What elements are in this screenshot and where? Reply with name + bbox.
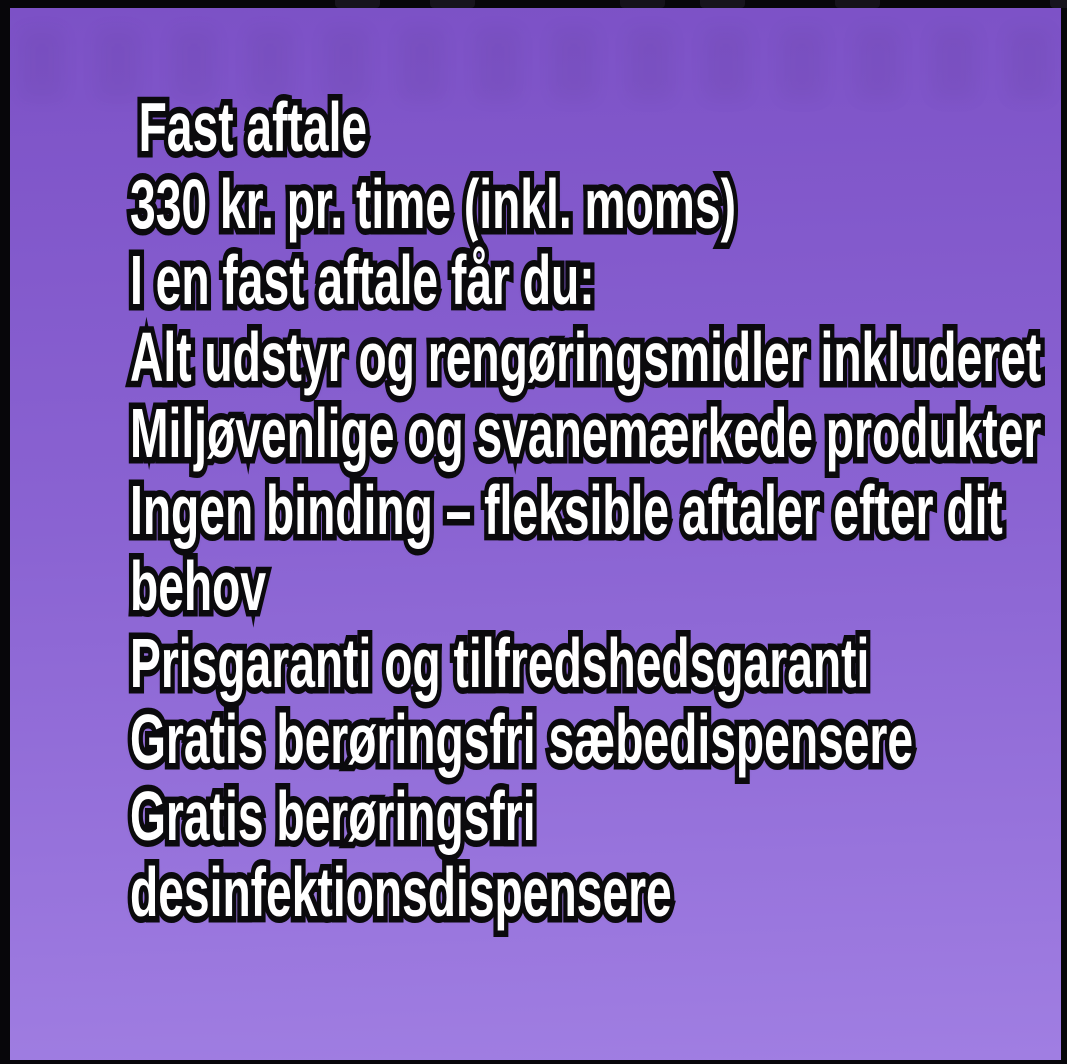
caption-line-eco-products: Miljøvenlige og svanemærkede produkter Miljøvenlige og svanemærkede produkter [130, 395, 1061, 472]
caption-line-disinfection-1: Gratis berøringsfri Gratis berøringsfri [130, 778, 1061, 855]
caption-line-no-binding-wrap: behov behov [130, 548, 1061, 625]
caption-line-disinfection-2: desinfektionsdispensere desinfektionsdispensere [130, 854, 1061, 931]
caption-line-title: Fast aftale Fast aftale [130, 89, 1061, 166]
caption-line-equipment: Alt udstyr og rengøringsmidler inkluderet Alt udstyr og rengøringsmidler inkluderet [130, 319, 1061, 396]
caption-line-price: 330 kr. pr. time (inkl. moms) 330 kr. pr. time (inkl. moms) [130, 166, 1061, 243]
top-edge-glyph-fragments [335, 0, 380, 8]
purple-gradient-background [10, 8, 1061, 1060]
caption-text-block [130, 89, 1061, 931]
caption-line-no-binding: Ingen binding – fleksible aftaler efter dit Ingen binding – fleksible aftaler efter dit [130, 472, 1061, 549]
caption-line-soap-dispensers: Gratis berøringsfri sæbedispensere Gratis berøringsfri sæbedispensere [130, 701, 1061, 778]
caption-line-intro: I en fast aftale får du: I en fast aftale får du: [130, 242, 1061, 319]
caption-line-guarantee: Prisgaranti og tilfredshedsgaranti Prisgaranti og tilfredshedsgaranti [130, 625, 1061, 702]
